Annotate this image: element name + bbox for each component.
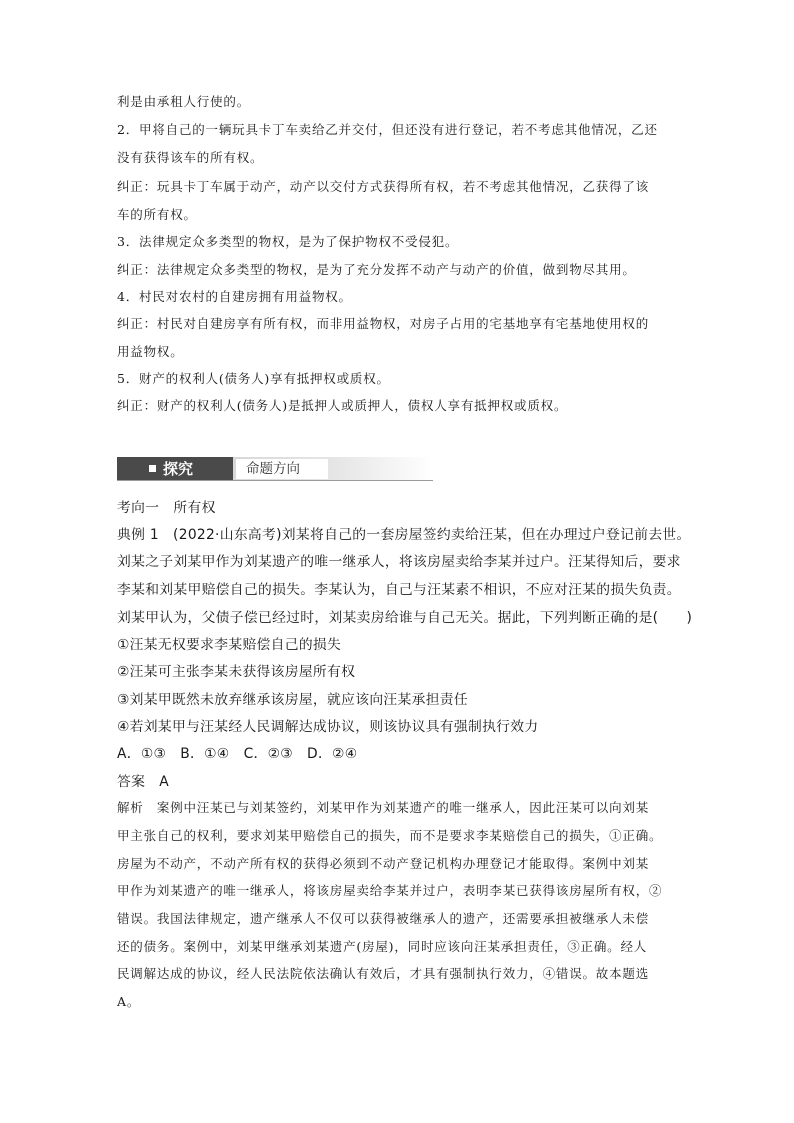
analysis-line: 甲主张自己的权利，要求刘某甲赔偿自己的损失，而不是要求李某赔偿自己的损失，①正确。 (117, 828, 663, 843)
correction-line: 利是由承租人行使的。 (117, 94, 251, 109)
section-tag: 探究 (163, 460, 194, 478)
analysis-line: 还的债务。案例中，刘某甲继承刘某遗产(房屋)，同时应该向汪某承担责任，③正确。经人 (117, 939, 648, 954)
correction-line: 纠正：村民对自建房享有所有权，而非用益物权，对房子占用的宅基地享有宅基地使用权的 (117, 316, 650, 331)
correction-line: 用益物权。 (117, 344, 184, 359)
option-statement: ④若刘某甲与汪某经人民调解达成协议，则该协议具有强制执行效力 (117, 719, 539, 735)
statement-line: 没有获得该车的所有权。 (117, 150, 264, 165)
section-header (117, 457, 433, 481)
correction-line: 纠正：财产的权利人(债务人)是抵押人或质押人，债权人享有抵押权或质权。 (117, 398, 568, 413)
analysis-line: 民调解达成的协议，经人民法院依法确认有效后，才具有强制执行效力，④错误。故本题选 (117, 966, 650, 981)
example-line: 刘某甲认为，父债子偿已经过时，刘某卖房给谁与自己无关。据此，下列判断正确的是( ) (117, 610, 693, 626)
direction-heading: 考向一 所有权 (117, 500, 216, 516)
option-statement: ②汪某可主张李某未获得该房屋所有权 (117, 664, 356, 680)
answer-line: 答案 A (117, 774, 170, 790)
analysis-line: 房屋为不动产，不动产所有权的获得必须到不动产登记机构办理登记才能取得。案例中刘某 (117, 856, 650, 871)
square-bullet-icon (149, 465, 156, 472)
statement-line: 2．甲将自己的一辆玩具卡丁车卖给乙并交付，但还没有进行登记，若不考虑其他情况，乙还 (117, 122, 658, 137)
example-line: 刘某之子刘某甲作为刘某遗产的唯一继承人，将该房屋卖给李某并过户。汪某得知后，要求 (117, 554, 681, 570)
statement-line: 4．村民对农村的自建房拥有用益物权。 (117, 289, 352, 304)
correction-line: 纠正：玩具卡丁车属于动产，动产以交付方式获得所有权，若不考虑其他情况，乙获得了该 (117, 179, 650, 194)
example-line: 李某和刘某甲赔偿自己的损失。李某认为，自己与汪某素不相识，不应对汪某的损失负责。 (117, 582, 681, 598)
section-subtitle: 命题方向 (246, 461, 300, 477)
example-line: 典例 1 (2022·山东高考)刘某将自己的一套房屋签约卖给汪某，但在办理过户登记前去世。 (117, 527, 691, 543)
option-statement: ③刘某甲既然未放弃继承该房屋，就应该向汪某承担责任 (117, 692, 468, 708)
statement-line: 3．法律规定众多类型的物权，是为了保护物权不受侵犯。 (117, 234, 459, 249)
section-header-rule (117, 480, 433, 481)
correction-line: 车的所有权。 (117, 207, 197, 222)
section-subtitle-box (236, 459, 328, 479)
answer-choices: A．①③ B．①④ C．②③ D．②④ (117, 746, 358, 762)
statement-line: 5．财产的权利人(债务人)享有抵押权或质权。 (117, 371, 390, 386)
analysis-line: 错误。我国法律规定，遗产继承人不仅可以获得被继承人的遗产，还需要承担被继承人未偿 (117, 911, 650, 926)
analysis-line: 甲作为刘某遗产的唯一继承人，将该房屋卖给李某并过户，表明李某已获得该房屋所有权，② (117, 883, 663, 898)
option-statement: ①汪某无权要求李某赔偿自己的损失 (117, 637, 342, 653)
analysis-line: 解析 案例中汪某已与刘某签约，刘某甲作为刘某遗产的唯一继承人，因此汪某可以向刘某 (117, 800, 650, 815)
correction-line: 纠正：法律规定众多类型的物权，是为了充分发挥不动产与动产的价值，做到物尽其用。 (117, 262, 636, 277)
analysis-line: A。 (117, 994, 141, 1009)
